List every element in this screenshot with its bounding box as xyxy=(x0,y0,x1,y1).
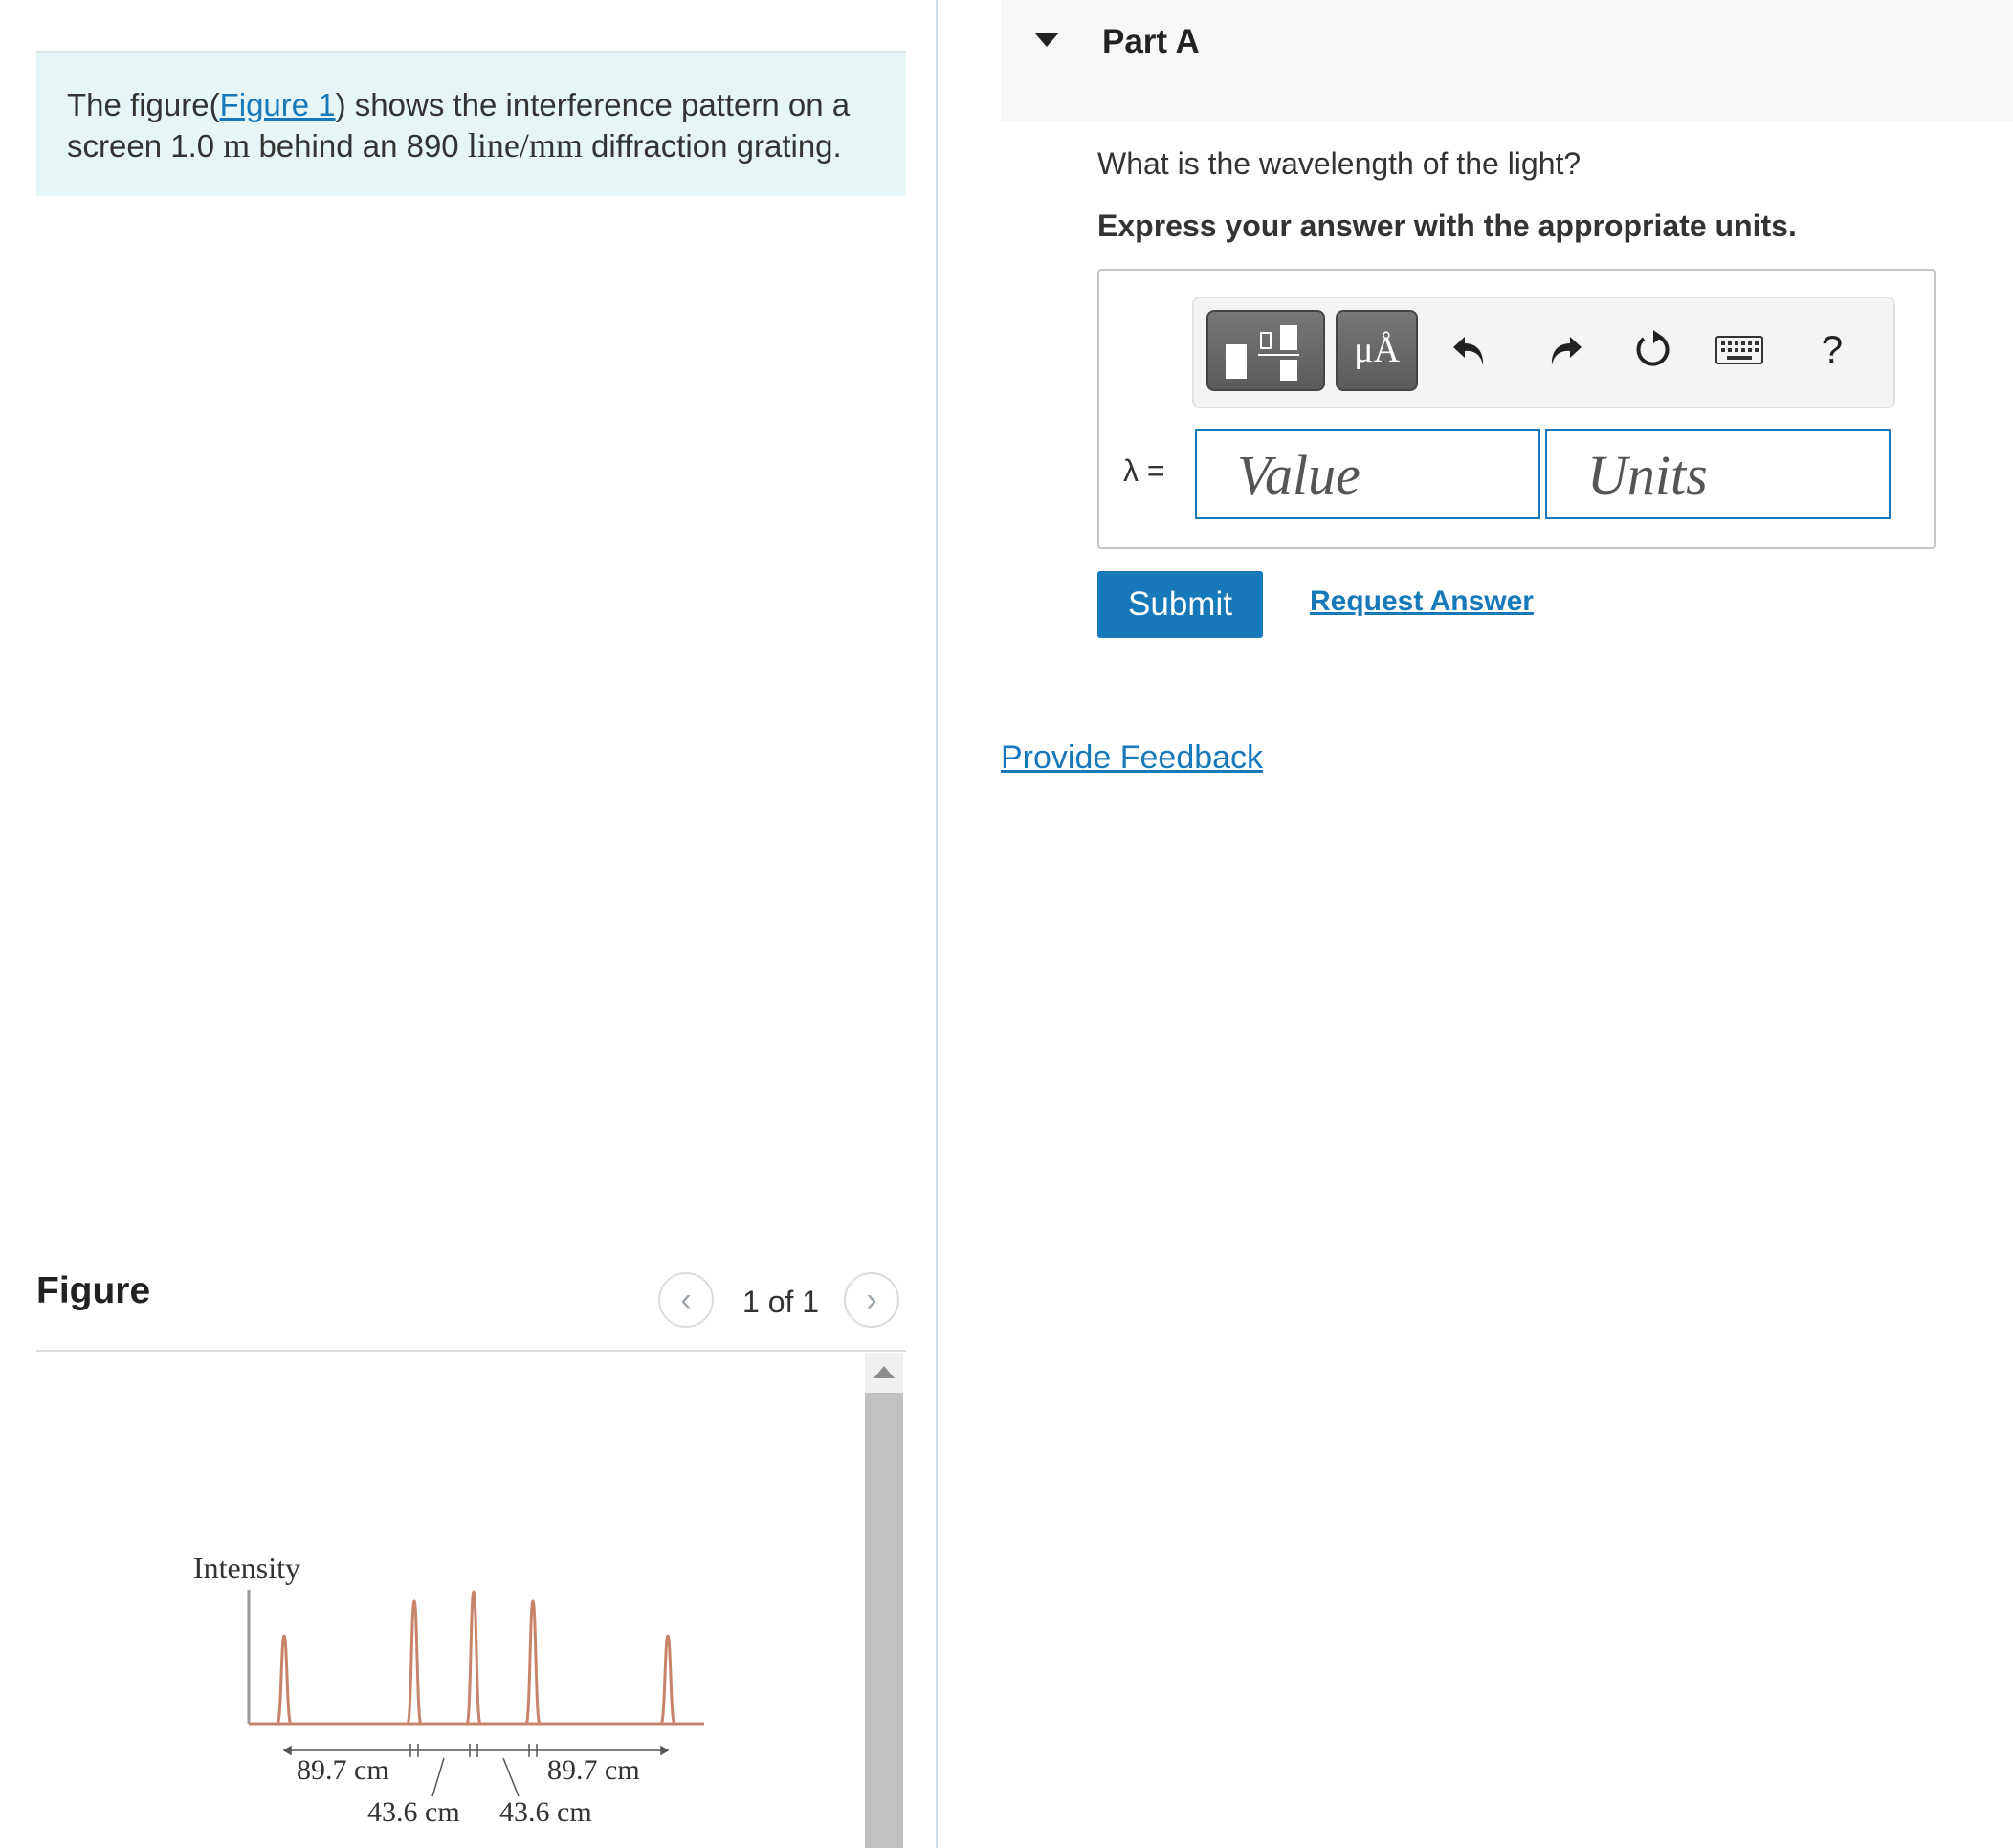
units-label: μÅ xyxy=(1354,330,1400,370)
figure-heading: Figure xyxy=(36,1270,151,1311)
reset-icon xyxy=(1630,328,1674,372)
units-input[interactable] xyxy=(1545,429,1891,519)
unit-line-density: line/mm xyxy=(467,126,583,165)
provide-feedback-link[interactable]: Provide Feedback xyxy=(1001,739,1264,776)
peak xyxy=(277,1636,291,1724)
intensity-axis-label: Intensity xyxy=(193,1551,300,1585)
unit-meter: m xyxy=(223,126,251,165)
peak xyxy=(661,1636,675,1724)
panel-divider xyxy=(936,0,938,1848)
scroll-up-arrow-icon[interactable] xyxy=(874,1366,895,1378)
next-figure-button[interactable] xyxy=(844,1272,899,1328)
units-button[interactable] xyxy=(1336,310,1418,391)
help-button[interactable]: ? xyxy=(1821,328,1844,371)
intro-text-1: ) shows the interference pattern on a screen 1.0 xyxy=(67,87,851,164)
intro-prefix: The figure( xyxy=(67,87,220,122)
problem-intro xyxy=(36,51,906,196)
keyboard-button[interactable] xyxy=(1714,325,1764,375)
label-right-outer: 89.7 cm xyxy=(547,1754,640,1786)
redo-button[interactable] xyxy=(1539,325,1589,375)
value-input[interactable] xyxy=(1195,429,1540,519)
question-text: What is the wavelength of the light? xyxy=(1097,146,1582,181)
label-left-inner: 43.6 cm xyxy=(367,1796,460,1828)
figure-divider xyxy=(36,1350,906,1352)
peaks xyxy=(277,1592,675,1724)
chevron-right-icon: › xyxy=(866,1281,877,1318)
peak xyxy=(526,1601,540,1724)
figure-link[interactable]: Figure 1 xyxy=(219,87,336,122)
chevron-left-icon: ‹ xyxy=(680,1281,692,1318)
templates-button[interactable] xyxy=(1206,310,1325,391)
peak xyxy=(408,1601,421,1724)
peak xyxy=(467,1592,480,1724)
intro-suffix: diffraction grating. xyxy=(582,128,842,164)
templates-icon xyxy=(1208,312,1323,389)
previous-figure-button[interactable] xyxy=(658,1272,714,1328)
undo-button[interactable] xyxy=(1446,325,1495,375)
redo-icon xyxy=(1543,329,1585,371)
figure-pager: 1 of 1 xyxy=(742,1285,820,1319)
part-title: Part A xyxy=(1102,23,1200,60)
request-answer-link[interactable]: Request Answer xyxy=(1310,585,1534,617)
reset-button[interactable] xyxy=(1627,325,1677,375)
submit-button[interactable]: Submit xyxy=(1097,571,1263,638)
instruction-text: Express your answer with the appropriate units. xyxy=(1097,209,1797,243)
intro-text-2: behind an 890 xyxy=(250,128,468,164)
interference-pattern-figure xyxy=(172,1530,727,1846)
undo-icon xyxy=(1449,329,1492,371)
label-left-outer: 89.7 cm xyxy=(297,1754,389,1786)
answer-symbol: λ = xyxy=(1123,453,1165,488)
collapse-caret-icon[interactable] xyxy=(1034,33,1059,47)
keyboard-icon xyxy=(1715,336,1763,364)
label-right-inner: 43.6 cm xyxy=(499,1796,592,1828)
scrollbar-thumb[interactable] xyxy=(865,1393,903,1848)
